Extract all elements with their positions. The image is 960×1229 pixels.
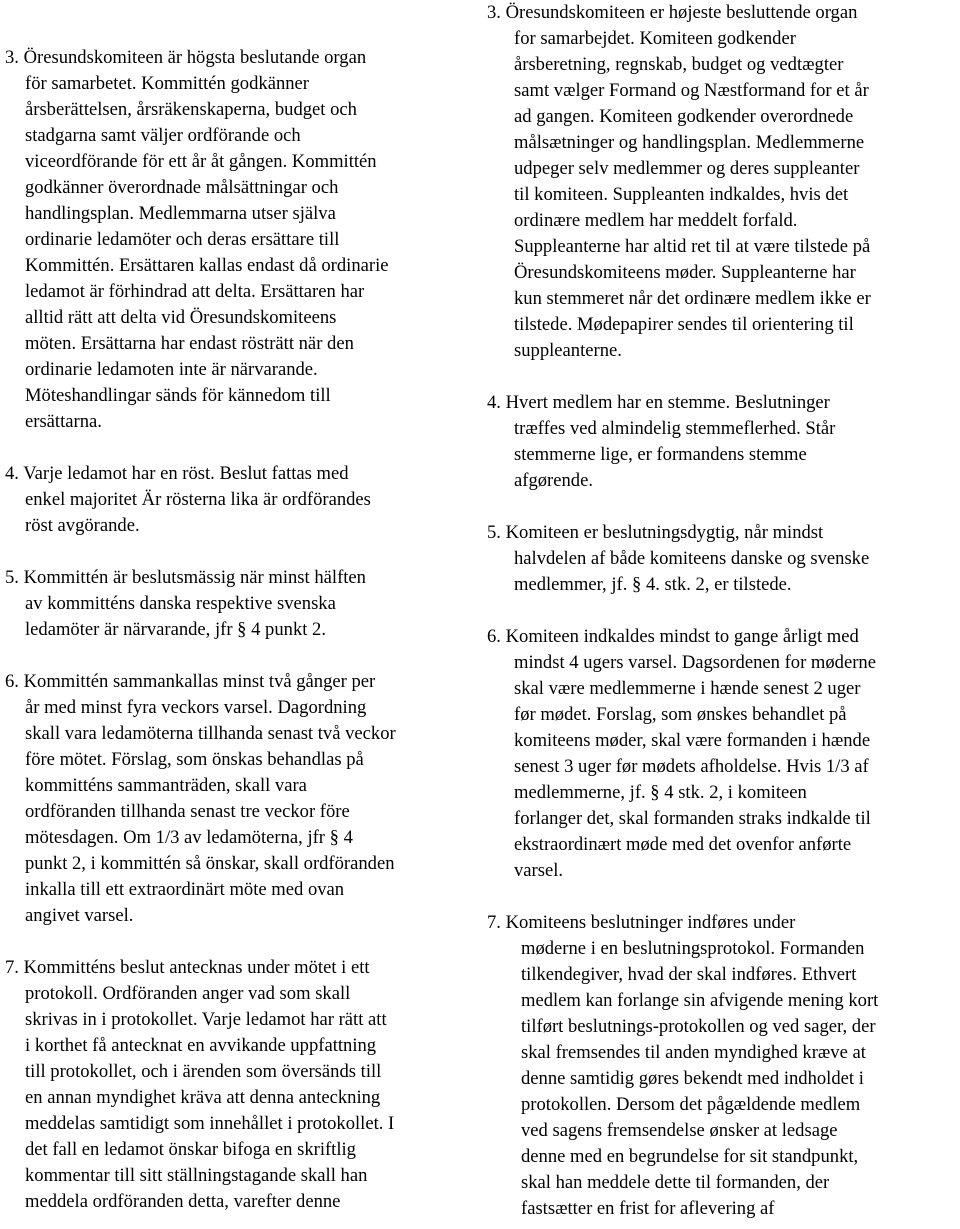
paragraph-line: meddelas samtidigt som innehållet i protokollet. I <box>25 1113 395 1134</box>
paragraph-line: protokollen. Dersom det pågældende medlem <box>521 1094 861 1115</box>
right-section-3 <box>487 0 960 364</box>
paragraph-line: tilkendegiver, hvad der skal indføres. Ethvert <box>521 964 857 985</box>
paragraph-line: forlanger det, skal formanden straks indkalde til <box>514 808 871 829</box>
right-section-5 <box>487 520 960 598</box>
danish-column <box>487 0 960 1222</box>
paragraph-line: skall vara ledamöterna tillhanda senast två veckor <box>25 723 396 744</box>
right-section-6 <box>487 624 960 884</box>
paragraph-line: röst avgörande. <box>25 515 140 536</box>
paragraph-line: ved sagens fremsendelse ønsker at ledsage <box>521 1120 838 1141</box>
paragraph-line: ekstraordinært møde med det ovenfor anførte <box>514 834 852 855</box>
paragraph-line: medlemmerne, jf. § 4 stk. 2, i komiteen <box>514 782 807 803</box>
paragraph-line: før mødet. Forslag, som ønskes behandlet på <box>514 704 847 725</box>
paragraph-line: ordinarie ledamoten inte är närvarande. <box>25 359 318 380</box>
paragraph-line: för samarbetet. Kommittén godkänner <box>25 73 309 94</box>
paragraph-line: halvdelen af både komiteens danske og svenske <box>514 548 870 569</box>
paragraph-line: Suppleanterne har altid ret til at være tilstede på <box>514 236 871 257</box>
section-heading-line: 6. Kommittén sammankallas minst två gånger per <box>5 671 376 692</box>
swedish-column <box>0 45 470 1215</box>
section-gap <box>487 598 960 624</box>
left-section-3 <box>0 45 470 435</box>
paragraph-line: punkt 2, i kommittén så önskar, skall ordföranden <box>25 853 395 874</box>
paragraph-line: till protokollet, och i ärenden som översänds till <box>25 1061 382 1082</box>
paragraph-line: ledamöter är närvarande, jfr § 4 punkt 2. <box>25 619 326 640</box>
section-heading-line: 3. Öresundskomiteen er højeste besluttende organ <box>487 2 858 23</box>
section-gap <box>487 494 960 520</box>
paragraph-line: ledamot är förhindrad att delta. Ersättaren har <box>25 281 365 302</box>
paragraph-line: inkalla till ett extraordinärt möte med ovan <box>25 879 345 900</box>
paragraph-line: denne samtidig gøres bekendt med indholdet i <box>521 1068 864 1089</box>
paragraph-line: av kommitténs danska respektive svenska <box>25 593 336 614</box>
section-heading-line: 4. Hvert medlem har en stemme. Beslutninger <box>487 392 830 413</box>
section-heading-line: 5. Kommittén är beslutsmässig när minst hälften <box>5 567 366 588</box>
paragraph-line: alltid rätt att delta vid Öresundskomiteens <box>25 307 337 328</box>
section-heading-line: 7. Komiteens beslutninger indføres under <box>487 912 796 933</box>
paragraph-line: årsberättelsen, årsräkenskaperna, budget och <box>25 99 357 120</box>
paragraph-line: træffes ved almindelig stemmeflerhed. Står <box>514 418 836 439</box>
paragraph-line: stemmerne lige, er formandens stemme <box>514 444 807 465</box>
paragraph-line: meddela ordföranden detta, varefter denne <box>25 1191 341 1212</box>
paragraph-line: medlem kan forlange sin afvigende mening kort <box>521 990 879 1011</box>
left-section-7 <box>0 955 470 1215</box>
paragraph-line: ordinære medlem har meddelt forfald. <box>514 210 798 231</box>
paragraph-line: målsætninger og handlingsplan. Medlemmerne <box>514 132 865 153</box>
section-gap <box>0 435 470 461</box>
paragraph-line: fastsætter en frist for aflevering af <box>521 1198 775 1219</box>
paragraph-line: skal fremsendes til anden myndighed kræve at <box>521 1042 866 1063</box>
paragraph-line: varsel. <box>514 860 564 881</box>
paragraph-line: skal være medlemmerne i hænde senest 2 uger <box>514 678 861 699</box>
right-section-7 <box>487 910 960 1222</box>
section-gap <box>487 884 960 910</box>
paragraph-line: skrivas in i protokollet. Varje ledamot har rätt att <box>25 1009 387 1030</box>
paragraph-line: möten. Ersättarna har endast rösträtt när den <box>25 333 354 354</box>
paragraph-line: handlingsplan. Medlemmarna utser själva <box>25 203 336 224</box>
paragraph-line: senest 3 uger før mødets afholdelse. Hvis 1/3 af <box>514 756 869 777</box>
right-section-4 <box>487 390 960 494</box>
section-gap <box>0 929 470 955</box>
paragraph-line: komiteens møder, skal være formanden i hænde <box>514 730 871 751</box>
paragraph-line: ordföranden tillhanda senast tre veckor före <box>25 801 350 822</box>
section-heading-line: 5. Komiteen er beslutningsdygtig, når mindst <box>487 522 824 543</box>
paragraph-line: stadgarna samt väljer ordförande och <box>25 125 301 146</box>
left-section-5 <box>0 565 470 643</box>
section-heading-line: 6. Komiteen indkaldes mindst to gange årligt med <box>487 626 859 647</box>
paragraph-line: tilført beslutnings-protokollen og ved sager, der <box>521 1016 876 1037</box>
paragraph-line: samt vælger Formand og Næstformand for et år <box>514 80 869 101</box>
paragraph-line: före mötet. Förslag, som önskas behandlas på <box>25 749 364 770</box>
left-section-4 <box>0 461 470 539</box>
paragraph-line: suppleanterne. <box>514 340 622 361</box>
paragraph-line: tilstede. Mødepapirer sendes til orientering til <box>514 314 854 335</box>
paragraph-line: kommentar till sitt ställningstagande skall han <box>25 1165 368 1186</box>
paragraph-line: kommitténs sammanträden, skall vara <box>25 775 307 796</box>
paragraph-line: skal han meddele dette til formanden, der <box>521 1172 830 1193</box>
paragraph-line: medlemmer, jf. § 4. stk. 2, er tilstede. <box>514 574 792 595</box>
section-heading-line: 4. Varje ledamot har en röst. Beslut fattas med <box>5 463 349 484</box>
paragraph-line: ad gangen. Komiteen godkender overordnede <box>514 106 854 127</box>
paragraph-line: til komiteen. Suppleanten indkaldes, hvis det <box>514 184 849 205</box>
paragraph-line: mötesdagen. Om 1/3 av ledamöterna, jfr § 4 <box>25 827 353 848</box>
section-gap <box>0 539 470 565</box>
paragraph-line: ersättarna. <box>25 411 102 432</box>
paragraph-line: afgørende. <box>514 470 593 491</box>
paragraph-line: godkänner överordnade målsättningar och <box>25 177 339 198</box>
paragraph-line: mindst 4 ugers varsel. Dagsordenen for møderne <box>514 652 876 673</box>
section-heading-line: 7. Kommitténs beslut antecknas under mötet i ett <box>5 957 370 978</box>
paragraph-line: udpeger selv medlemmer og deres suppleanter <box>514 158 860 179</box>
section-gap <box>487 364 960 390</box>
left-section-6 <box>0 669 470 929</box>
paragraph-line: Öresundskomiteens møder. Suppleanterne har <box>514 262 856 283</box>
section-gap <box>0 643 470 669</box>
paragraph-line: årsberetning, regnskab, budget og vedtægter <box>514 54 844 75</box>
paragraph-line: en annan myndighet kräva att denna anteckning <box>25 1087 381 1108</box>
section-heading-line: 3. Öresundskomiteen är högsta beslutande organ <box>5 47 367 68</box>
paragraph-line: Kommittén. Ersättaren kallas endast då ordinarie <box>25 255 389 276</box>
paragraph-line: viceordförande för ett år åt gången. Kommittén <box>25 151 377 172</box>
paragraph-line: for samarbejdet. Komiteen godkender <box>514 28 796 49</box>
paragraph-line: denne med en begrundelse for sit standpunkt, <box>521 1146 859 1167</box>
paragraph-line: møderne i en beslutningsprotokol. Formanden <box>521 938 865 959</box>
paragraph-line: i korthet få antecknat en avvikande uppfattning <box>25 1035 377 1056</box>
paragraph-line: det fall en ledamot önskar bifoga en skriftlig <box>25 1139 356 1160</box>
paragraph-line: enkel majoritet Är rösterna lika är ordförandes <box>25 489 371 510</box>
paragraph-line: Möteshandlingar sänds för kännedom till <box>25 385 331 406</box>
paragraph-line: angivet varsel. <box>25 905 134 926</box>
paragraph-line: ordinarie ledamöter och deras ersättare till <box>25 229 340 250</box>
paragraph-line: kun stemmeret når det ordinære medlem ikke er <box>514 288 871 309</box>
paragraph-line: år med minst fyra veckors varsel. Dagordning <box>25 697 367 718</box>
paragraph-line: protokoll. Ordföranden anger vad som skall <box>25 983 351 1004</box>
